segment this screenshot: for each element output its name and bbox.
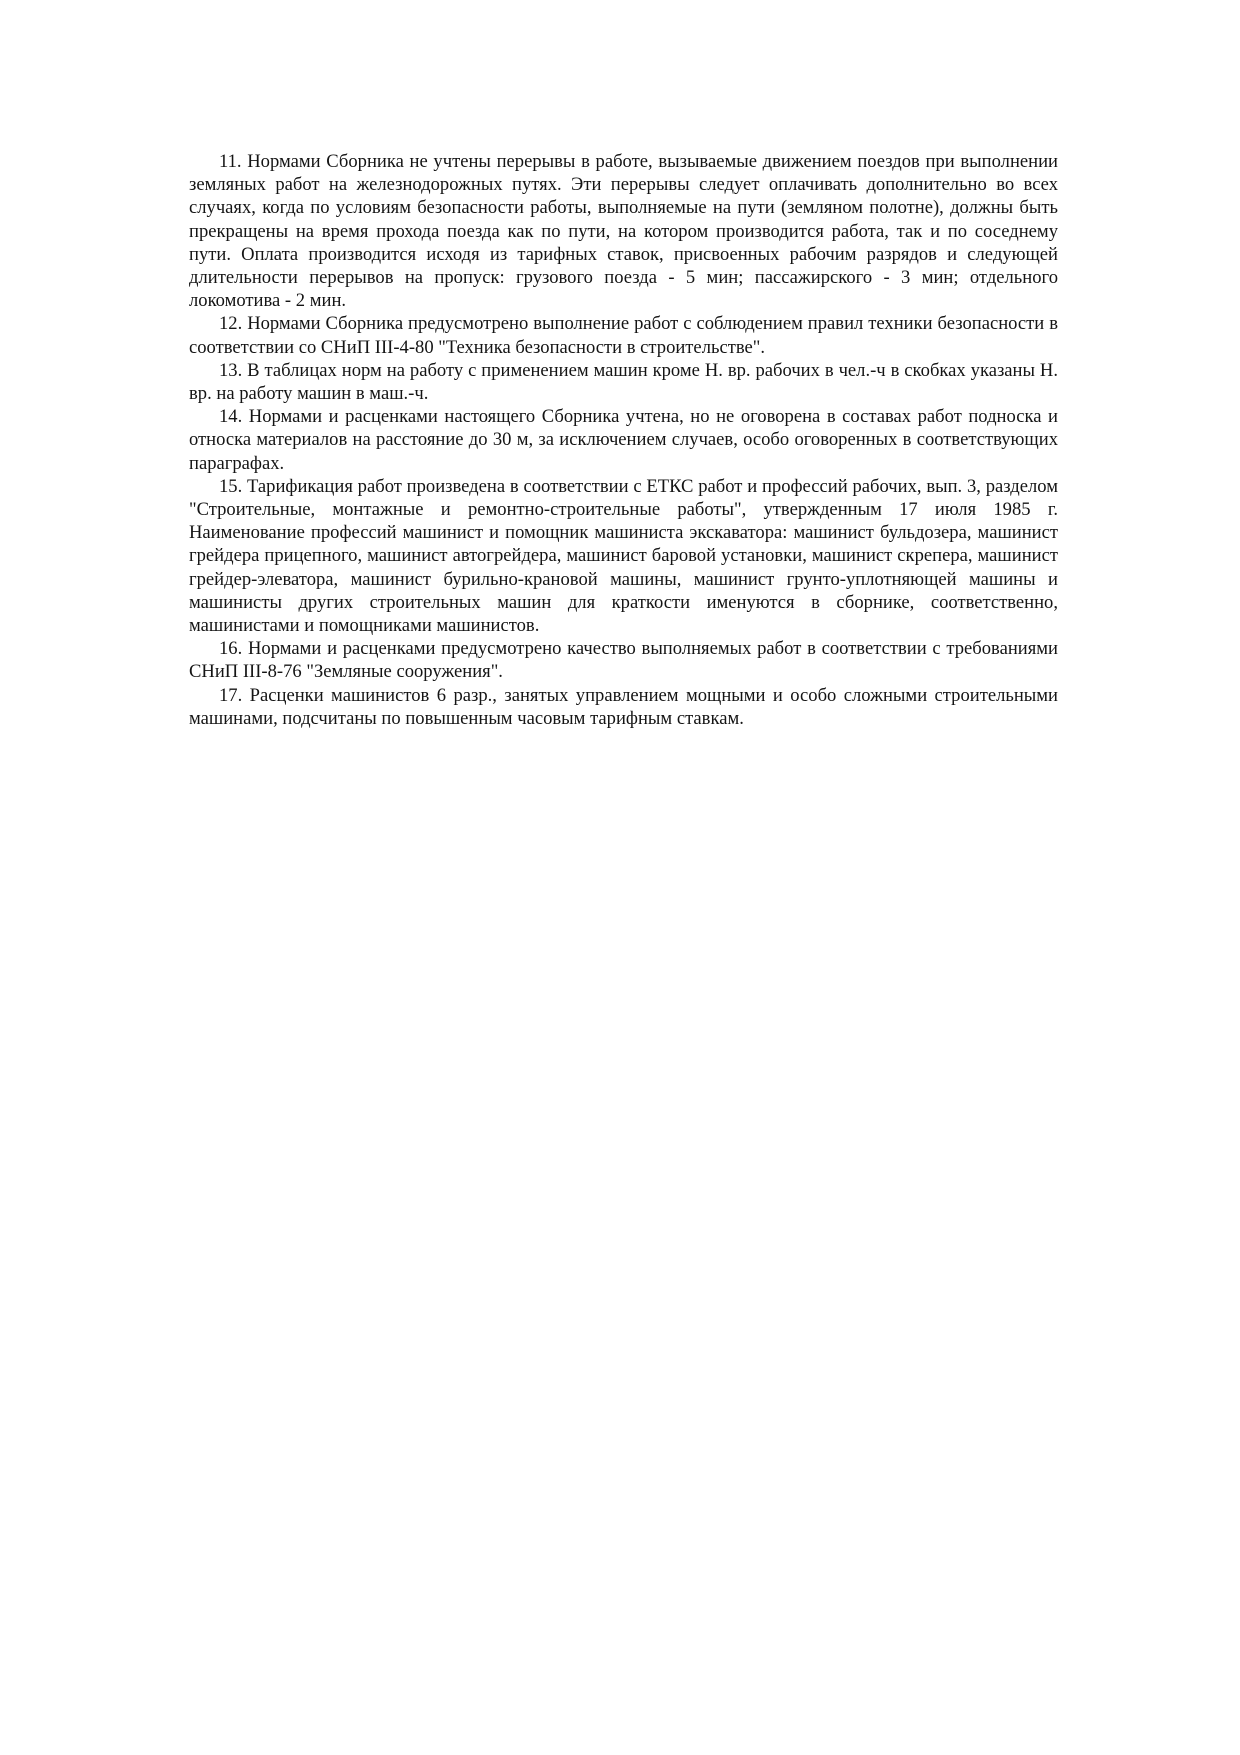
paragraph-11: 11. Нормами Сборника не учтены перерывы в работе, вызываемые движением поездов при выполнении земляных работ на железнодорожных путях. Эти перерывы следует оплачивать дополнительно во всех случаях, когда по условиям безопасности работы, выполняемые на пути (земляном полотне), должны быть прекращены на время прохода поезда как по пути, на котором производится работа, так и по соседнему пути. Оплата производится исходя из тарифных ставок, присвоенных рабочим разрядов и следующей длительности перерывов на пропуск: грузового поезда - 5 мин; пассажирского - 3 мин; отдельного локомотива - 2 мин. xyxy=(189,151,1058,312)
paragraph-12: 12. Нормами Сборника предусмотрено выполнение работ с соблюдением правил техники безопасности в соответствии со СНиП III-4-80 "Техника безопасности в строительстве". xyxy=(189,313,1058,358)
paragraph-15: 15. Тарификация работ произведена в соответствии с ЕТКС работ и профессий рабочих, вып. 3, разделом "Строительные, монтажные и ремонтно-строительные работы", утвержденным 17 июля 1985 г. Наименование профессий машинист и помощник машиниста экскаватора: машинист бульдозера, машинист грейдера прицепного, машинист автогрейдера, машинист баровой установки, машинист скрепера, машинист грейдер-элеватора, машинист бурильно-крановой машины, машинист грунто-уплотняющей машины и машинисты других строительных машин для краткости именуются в сборнике, соответственно, машинистами и помощниками машинистов. xyxy=(189,475,1058,637)
paragraph-16: 16. Нормами и расценками предусмотрено качество выполняемых работ в соответствии с требованиями СНиП III-8-76 "Земляные сооружения". xyxy=(189,638,1058,683)
paragraph-13: 13. В таблицах норм на работу с применением машин кроме Н. вр. рабочих в чел.-ч в скобках указаны Н. вр. на работу машин в маш.-ч. xyxy=(189,359,1058,405)
document-body xyxy=(189,150,1058,730)
paragraph-17: 17. Расценки машинистов 6 разр., занятых управлением мощными и особо сложными строительными машинами, подсчитаны по повышенным часовым тарифным ставкам. xyxy=(189,684,1058,729)
paragraph-14: 14. Нормами и расценками настоящего Сборника учтена, но не оговорена в составах работ подноска и относка материалов на расстояние до 30 м, за исключением случаев, особо оговоренных в соответствующих параграфах. xyxy=(189,406,1058,474)
